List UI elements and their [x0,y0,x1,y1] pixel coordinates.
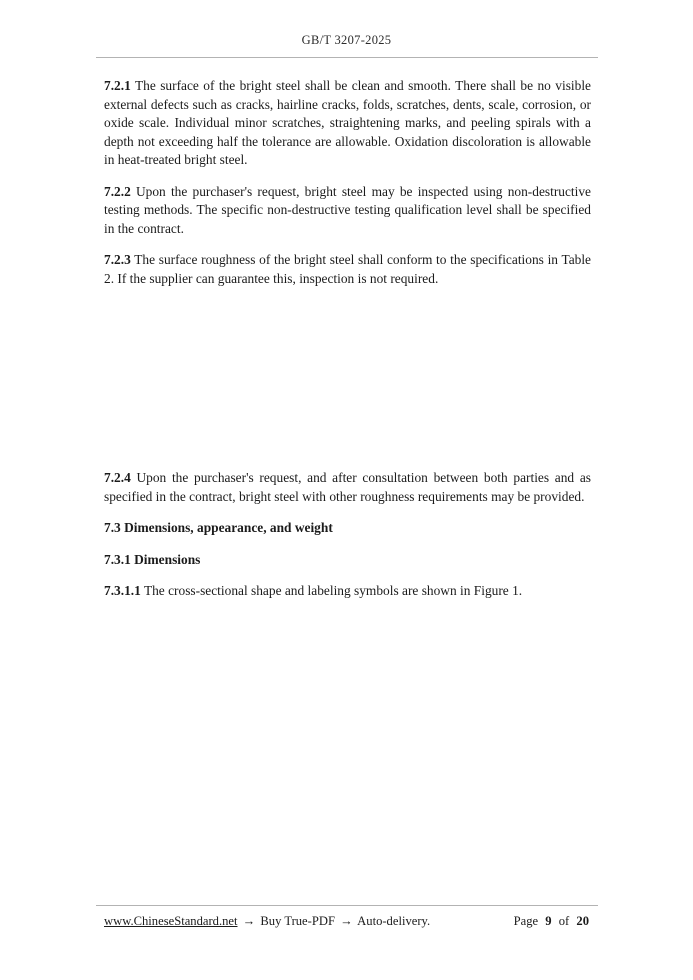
footer-rule [96,905,598,906]
clause-number: 7.2.3 [104,252,131,267]
footer-buy-text: Buy True-PDF [260,914,335,928]
footer-left [104,914,430,929]
total-pages-number: 20 [576,914,589,928]
current-page-number: 9 [545,914,552,928]
arrow-icon: → [340,914,353,928]
section-heading-text: 7.3.1 Dimensions [104,551,201,567]
footer-delivery-text: Auto-delivery. [357,914,431,928]
document-body [104,77,591,601]
footer-row [104,914,591,929]
of-label: of [558,914,570,928]
footer-website-link[interactable]: www.ChineseStandard.net [104,914,238,928]
clause-text: Upon the purchaser's request, bright steel may be inspected using non-destructive testing methods. The specific non-destructive testing qualification level shall be specified in the contract. [104,183,591,236]
clause-text: The surface roughness of the bright steel shall conform to the specifications in Table 2. If the supplier can guarantee this, inspection is not required. [104,252,591,286]
section-heading-7-3 [104,519,591,538]
section-heading-7-3-1 [104,551,591,570]
clause-7-3-1-1 [104,582,591,601]
redacted-table-gap [104,301,591,469]
clause-number: 7.2.2 [104,183,131,199]
clause-text: The surface of the bright steel shall be clean and smooth. There shall be no visible external defects such as cracks, hairline cracks, folds, scratches, dents, scale, corrosion, or oxide scale. Individual minor scratches, straightening marks, and peeling spirals with a depth not exceeding half the tolerance are allowable. Oxidation discoloration is allowable in heat-treated bright steel. [104,78,592,167]
clause-number: 7.2.4 [104,470,131,485]
page-indicator [512,914,591,929]
page-label: Page [513,914,539,928]
document-header-title: GB/T 3207-2025 [301,33,392,47]
clause-7-2-4 [104,469,591,506]
arrow-icon: → [242,914,256,928]
clause-7-2-3 [104,251,591,288]
clause-number: 7.3.1.1 [104,583,141,598]
document-footer [0,905,693,929]
clause-7-2-2 [104,183,591,239]
clause-text: Upon the purchaser's request, and after consultation between both parties and as specified in the contract, bright steel with other roughness requirements may be provided. [104,470,591,504]
header-rule [96,57,598,58]
clause-text: The cross-sectional shape and labeling symbols are shown in Figure 1. [143,583,523,598]
clause-number: 7.2.1 [104,78,131,93]
section-heading-text: 7.3 Dimensions, appearance, and weight [104,520,333,535]
clause-7-2-1 [104,77,591,170]
